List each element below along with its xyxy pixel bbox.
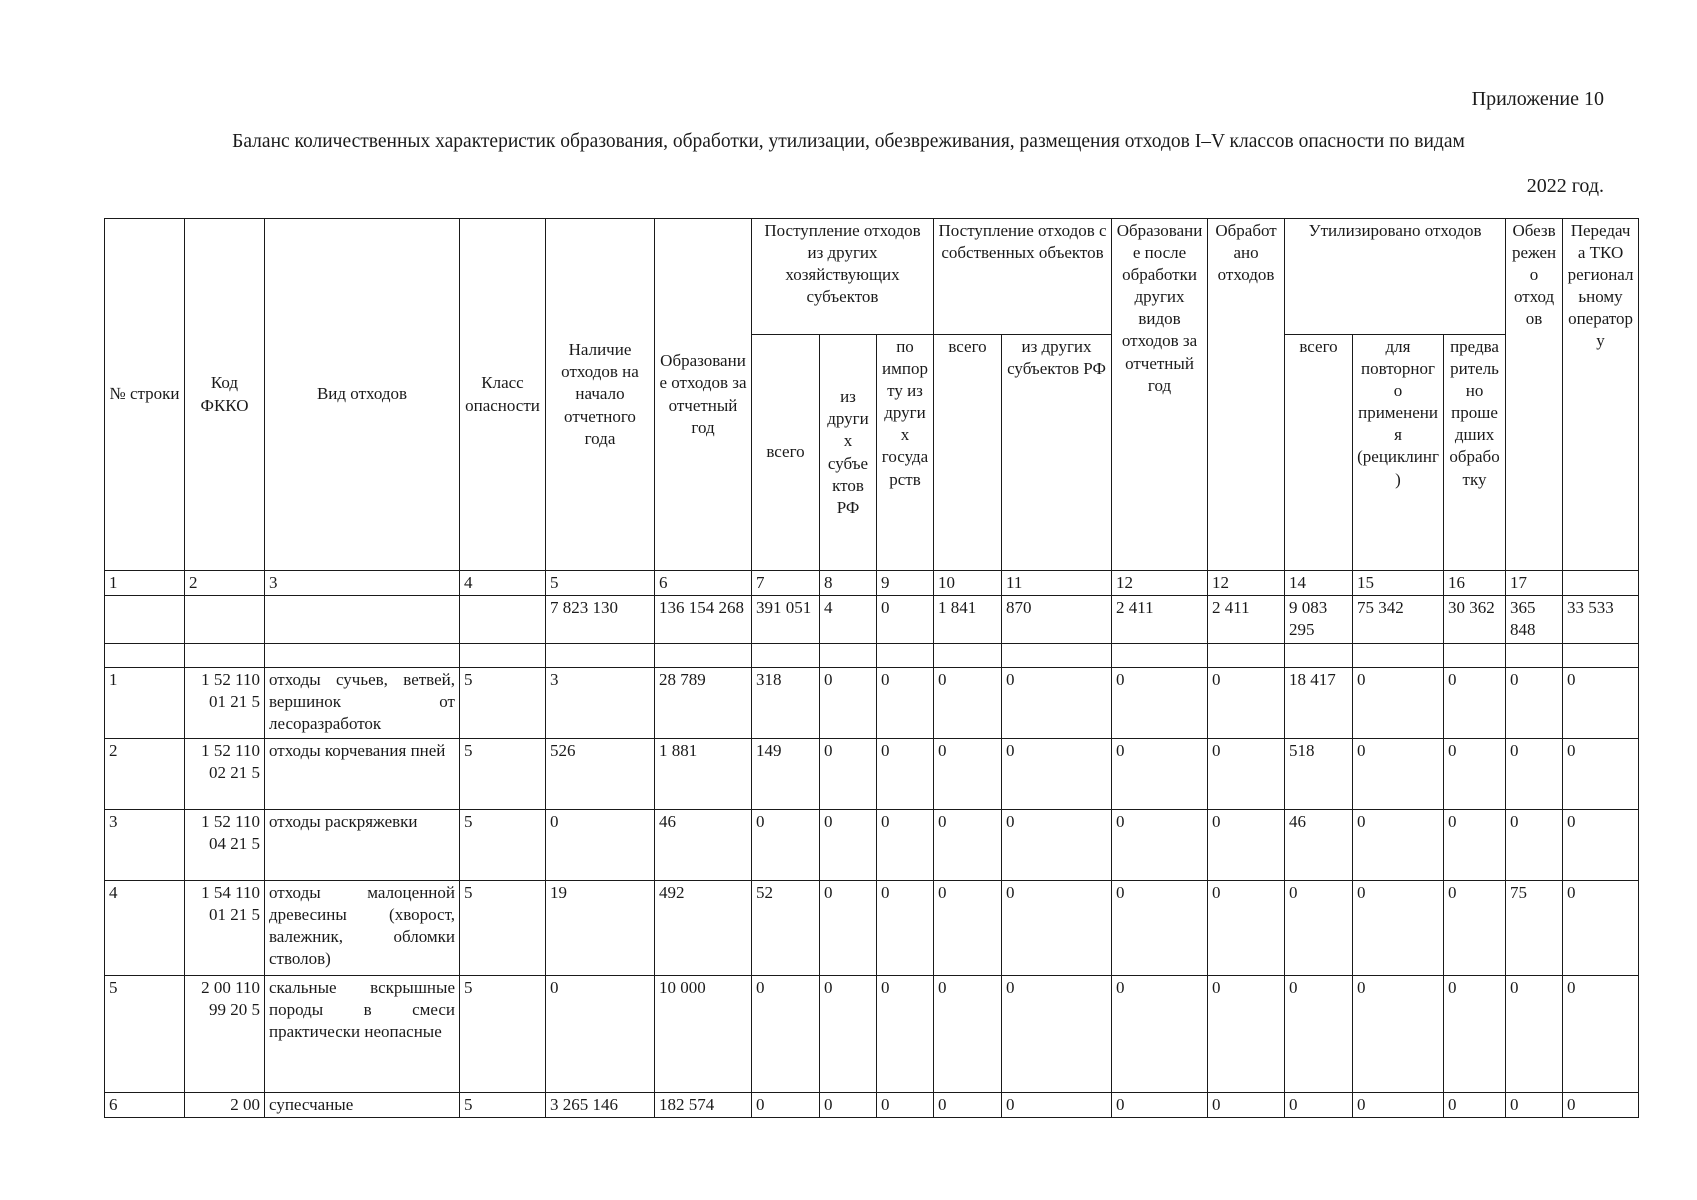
total-cell: 9 083 295 [1285,596,1353,644]
from-own-rf-cell: 0 [1002,1093,1112,1118]
waste-type-cell: отходы сучьев, ветвей, вершинок от лесоразработок [265,668,460,739]
column-number-cell: 12 [1208,571,1285,596]
utilized-reuse-cell: 0 [1353,810,1444,881]
total-cell [185,596,265,644]
utilized-pretreated-cell: 0 [1444,739,1506,810]
hazard-class-cell: 5 [460,881,546,976]
generated-cell: 1 881 [655,739,752,810]
header-from-others-rf: из других субъектов РФ [820,335,877,571]
header-after-processing: Образование после обработки других видов отходов за отчетный год [1112,219,1208,571]
document-title: Баланс количественных характеристик образования, обработки, утилизации, обезвреживания, размещения отходов I–V классов опасности по видам [232,131,1465,152]
spacer-cell [934,644,1002,668]
from-own-rf-cell: 0 [1002,976,1112,1093]
neutralized-cell: 0 [1506,1093,1563,1118]
total-cell: 2 411 [1208,596,1285,644]
generated-cell: 492 [655,881,752,976]
neutralized-cell: 0 [1506,739,1563,810]
total-cell: 870 [1002,596,1112,644]
spacer-cell [820,644,877,668]
row-no-cell: 3 [105,810,185,881]
from-own-total-cell: 0 [934,976,1002,1093]
from-others-rf-cell: 0 [820,668,877,739]
column-number-cell: 6 [655,571,752,596]
header-to-regional-operator: Передача ТКО региональному оператору [1563,219,1639,571]
spacer-cell [1208,644,1285,668]
header-start-balance: Наличие отходов на начало отчетного года [546,219,655,571]
header-from-own-total: всего [934,335,1002,571]
utilized-reuse-cell: 0 [1353,881,1444,976]
column-number-cell: 10 [934,571,1002,596]
generated-cell: 182 574 [655,1093,752,1118]
column-number-cell: 16 [1444,571,1506,596]
spacer-cell [655,644,752,668]
header-waste-type: Вид отходов [265,219,460,571]
waste-type-cell: супесчаные [265,1093,460,1118]
column-number-cell: 8 [820,571,877,596]
spacer-cell [1285,644,1353,668]
header-processed: Обработано отходов [1208,219,1285,571]
total-cell: 75 342 [1353,596,1444,644]
row-no-cell: 6 [105,1093,185,1118]
neutralized-cell: 0 [1506,668,1563,739]
column-number-cell: 15 [1353,571,1444,596]
column-number-cell: 11 [1002,571,1112,596]
from-others-rf-cell: 0 [820,976,877,1093]
from-others-rf-cell: 0 [820,810,877,881]
from-own-total-cell: 0 [934,881,1002,976]
utilized-total-cell: 0 [1285,881,1353,976]
utilized-pretreated-cell: 0 [1444,668,1506,739]
after-processing-cell: 0 [1112,739,1208,810]
generated-cell: 28 789 [655,668,752,739]
column-number-row [105,571,1639,596]
from-others-total-cell: 318 [752,668,820,739]
start-balance-cell: 526 [546,739,655,810]
from-own-rf-cell: 0 [1002,668,1112,739]
fkko-code-cell: 1 52 110 02 21 5 [185,739,265,810]
column-number-cell: 9 [877,571,934,596]
from-own-total-cell: 0 [934,1093,1002,1118]
column-number-cell: 7 [752,571,820,596]
start-balance-cell: 19 [546,881,655,976]
start-balance-cell: 0 [546,810,655,881]
total-cell [265,596,460,644]
spacer-cell [1563,644,1639,668]
row-no-cell: 1 [105,668,185,739]
column-number-cell: 3 [265,571,460,596]
total-cell: 7 823 130 [546,596,655,644]
total-cell [105,596,185,644]
from-others-import-cell: 0 [877,976,934,1093]
spacer-row [105,644,1639,668]
fkko-code-cell: 2 00 [185,1093,265,1118]
spacer-cell [185,644,265,668]
header-hazard-class: Класс опасности [460,219,546,571]
total-cell [460,596,546,644]
from-others-import-cell: 0 [877,739,934,810]
hazard-class-cell: 5 [460,1093,546,1118]
spacer-cell [1353,644,1444,668]
to-regional-operator-cell: 0 [1563,1093,1639,1118]
after-processing-cell: 0 [1112,976,1208,1093]
row-no-cell: 2 [105,739,185,810]
total-cell: 2 411 [1112,596,1208,644]
to-regional-operator-cell: 0 [1563,810,1639,881]
column-number-cell: 1 [105,571,185,596]
total-cell: 0 [877,596,934,644]
utilized-reuse-cell: 0 [1353,668,1444,739]
header-fkko: Код ФККО [185,219,265,571]
column-number-cell: 5 [546,571,655,596]
processed-cell: 0 [1208,1093,1285,1118]
neutralized-cell: 0 [1506,976,1563,1093]
fkko-code-cell: 2 00 110 99 20 5 [185,976,265,1093]
spacer-cell [546,644,655,668]
utilized-pretreated-cell: 0 [1444,881,1506,976]
table-row [105,810,1639,881]
to-regional-operator-cell: 0 [1563,668,1639,739]
header-from-others-import: по импорту из других государств [877,335,934,571]
from-others-total-cell: 0 [752,1093,820,1118]
spacer-cell [1002,644,1112,668]
utilized-total-cell: 518 [1285,739,1353,810]
utilized-total-cell: 0 [1285,1093,1353,1118]
report-year: 2022 год. [1526,175,1604,197]
fkko-code-cell: 1 52 110 04 21 5 [185,810,265,881]
to-regional-operator-cell: 0 [1563,976,1639,1093]
row-no-cell: 4 [105,881,185,976]
from-own-rf-cell: 0 [1002,810,1112,881]
utilized-reuse-cell: 0 [1353,976,1444,1093]
row-no-cell: 5 [105,976,185,1093]
total-cell: 4 [820,596,877,644]
header-utilized: Утилизировано отходов [1285,219,1506,335]
appendix-label: Приложение 10 [1471,88,1604,110]
from-own-rf-cell: 0 [1002,881,1112,976]
table-row [105,1093,1639,1118]
total-row [105,596,1639,644]
column-number-cell: 17 [1506,571,1563,596]
total-cell: 391 051 [752,596,820,644]
header-generated: Образование отходов за отчетный год [655,219,752,571]
from-others-import-cell: 0 [877,881,934,976]
from-others-rf-cell: 0 [820,1093,877,1118]
from-others-total-cell: 0 [752,976,820,1093]
total-cell: 136 154 268 [655,596,752,644]
header-from-own: Поступление отходов с собственных объектов [934,219,1112,335]
total-cell: 33 533 [1563,596,1639,644]
utilized-total-cell: 0 [1285,976,1353,1093]
total-cell: 30 362 [1444,596,1506,644]
column-number-cell: 12 [1112,571,1208,596]
total-cell: 365 848 [1506,596,1563,644]
after-processing-cell: 0 [1112,810,1208,881]
header-utilized-total: всего [1285,335,1353,571]
spacer-cell [1444,644,1506,668]
fkko-code-cell: 1 52 110 01 21 5 [185,668,265,739]
total-cell: 1 841 [934,596,1002,644]
column-number-cell: 2 [185,571,265,596]
waste-type-cell: скальные вскрышные породы в смеси практически неопасные [265,976,460,1093]
header-from-others: Поступление отходов из других хозяйствующих субъектов [752,219,934,335]
from-others-import-cell: 0 [877,810,934,881]
generated-cell: 10 000 [655,976,752,1093]
processed-cell: 0 [1208,976,1285,1093]
header-from-own-rf: из других субъектов РФ [1002,335,1112,571]
waste-type-cell: отходы малоценной древесины (хворост, валежник, обломки стволов) [265,881,460,976]
waste-type-cell: отходы корчевания пней [265,739,460,810]
spacer-cell [1112,644,1208,668]
processed-cell: 0 [1208,668,1285,739]
utilized-reuse-cell: 0 [1353,1093,1444,1118]
hazard-class-cell: 5 [460,668,546,739]
fkko-code-cell: 1 54 110 01 21 5 [185,881,265,976]
utilized-pretreated-cell: 0 [1444,1093,1506,1118]
hazard-class-cell: 5 [460,976,546,1093]
processed-cell: 0 [1208,739,1285,810]
start-balance-cell: 0 [546,976,655,1093]
spacer-cell [460,644,546,668]
table-row [105,668,1639,739]
waste-type-cell: отходы раскряжевки [265,810,460,881]
generated-cell: 46 [655,810,752,881]
table-row [105,739,1639,810]
from-own-total-cell: 0 [934,810,1002,881]
from-others-rf-cell: 0 [820,881,877,976]
processed-cell: 0 [1208,881,1285,976]
column-number-cell: 4 [460,571,546,596]
table-row [105,881,1639,976]
header-utilized-pretreated: предварительно прошедших обработку [1444,335,1506,571]
utilized-reuse-cell: 0 [1353,739,1444,810]
from-others-import-cell: 0 [877,668,934,739]
header-utilized-reuse: для повторного применения (рециклинг) [1353,335,1444,571]
header-row-1 [105,219,1639,335]
from-others-rf-cell: 0 [820,739,877,810]
utilized-pretreated-cell: 0 [1444,810,1506,881]
utilized-total-cell: 18 417 [1285,668,1353,739]
start-balance-cell: 3 265 146 [546,1093,655,1118]
from-others-import-cell: 0 [877,1093,934,1118]
from-own-total-cell: 0 [934,739,1002,810]
spacer-cell [752,644,820,668]
header-row-no: № строки [105,219,185,571]
from-others-total-cell: 0 [752,810,820,881]
hazard-class-cell: 5 [460,739,546,810]
spacer-cell [105,644,185,668]
neutralized-cell: 0 [1506,810,1563,881]
spacer-cell [265,644,460,668]
from-own-total-cell: 0 [934,668,1002,739]
hazard-class-cell: 5 [460,810,546,881]
to-regional-operator-cell: 0 [1563,739,1639,810]
waste-balance-table [104,218,1639,1118]
processed-cell: 0 [1208,810,1285,881]
utilized-pretreated-cell: 0 [1444,976,1506,1093]
from-others-total-cell: 149 [752,739,820,810]
to-regional-operator-cell: 0 [1563,881,1639,976]
table-row [105,976,1639,1093]
header-neutralized: Обезврежено отходов [1506,219,1563,571]
after-processing-cell: 0 [1112,1093,1208,1118]
after-processing-cell: 0 [1112,668,1208,739]
header-from-others-total: всего [752,335,820,571]
after-processing-cell: 0 [1112,881,1208,976]
start-balance-cell: 3 [546,668,655,739]
spacer-cell [1506,644,1563,668]
from-others-total-cell: 52 [752,881,820,976]
spacer-cell [877,644,934,668]
column-number-cell [1563,571,1639,596]
neutralized-cell: 75 [1506,881,1563,976]
from-own-rf-cell: 0 [1002,739,1112,810]
column-number-cell: 14 [1285,571,1353,596]
utilized-total-cell: 46 [1285,810,1353,881]
